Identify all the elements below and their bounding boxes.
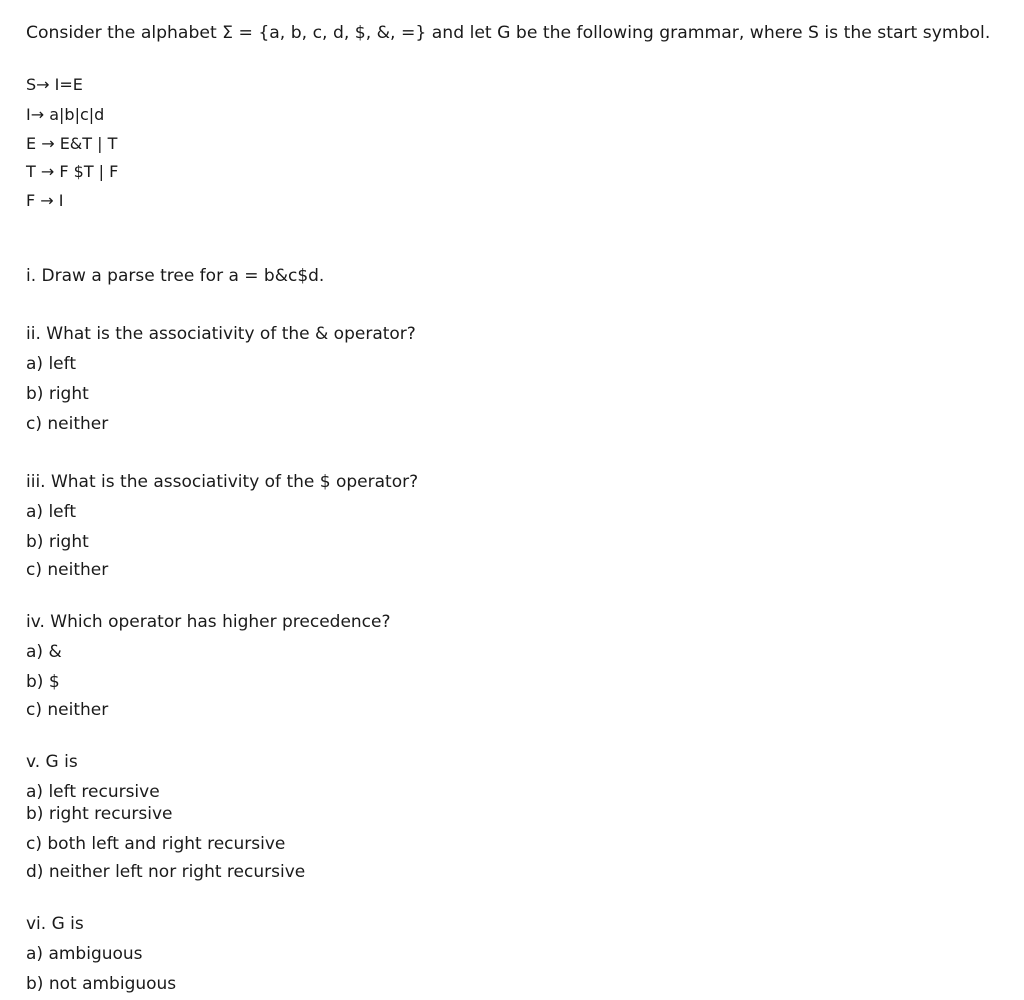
- question-5-option-c: c) both left and right recursive: [26, 834, 286, 854]
- grammar-rule-t: T → F $T | F: [26, 162, 119, 181]
- grammar-rule-s: S→ I=E: [26, 75, 83, 94]
- question-5-option-d: d) neither left nor right recursive: [26, 862, 306, 882]
- question-3-option-b: b) right: [26, 532, 89, 552]
- question-5-option-a: a) left recursive: [26, 782, 160, 802]
- grammar-rule-e: E → E&T | T: [26, 134, 118, 153]
- problem-intro: Consider the alphabet Σ = {a, b, c, d, $, &, =} and let G be the following grammar, where S is the start symbol.: [26, 23, 991, 43]
- question-2-option-a: a) left: [26, 354, 76, 374]
- question-2-option-c: c) neither: [26, 414, 109, 434]
- question-3-option-c: c) neither: [26, 560, 109, 580]
- question-5-option-b: b) right recursive: [26, 804, 173, 824]
- question-2-option-b: b) right: [26, 384, 89, 404]
- question-6-option-b: b) not ambiguous: [26, 974, 177, 994]
- question-2-prompt: ii. What is the associativity of the & operator?: [26, 324, 416, 344]
- question-6-option-a: a) ambiguous: [26, 944, 143, 964]
- question-5-prompt: v. G is: [26, 752, 78, 772]
- grammar-rule-f: F → I: [26, 191, 64, 210]
- question-4-prompt: iv. Which operator has higher precedence?: [26, 612, 391, 632]
- question-4-option-c: c) neither: [26, 700, 109, 720]
- question-4-option-a: a) &: [26, 642, 62, 662]
- question-1-prompt: i. Draw a parse tree for a = b&c$d.: [26, 266, 325, 286]
- question-3-option-a: a) left: [26, 502, 76, 522]
- grammar-rule-i: I→ a|b|c|d: [26, 105, 105, 124]
- question-6-prompt: vi. G is: [26, 914, 84, 934]
- question-4-option-b: b) $: [26, 672, 60, 692]
- question-3-prompt: iii. What is the associativity of the $ operator?: [26, 472, 419, 492]
